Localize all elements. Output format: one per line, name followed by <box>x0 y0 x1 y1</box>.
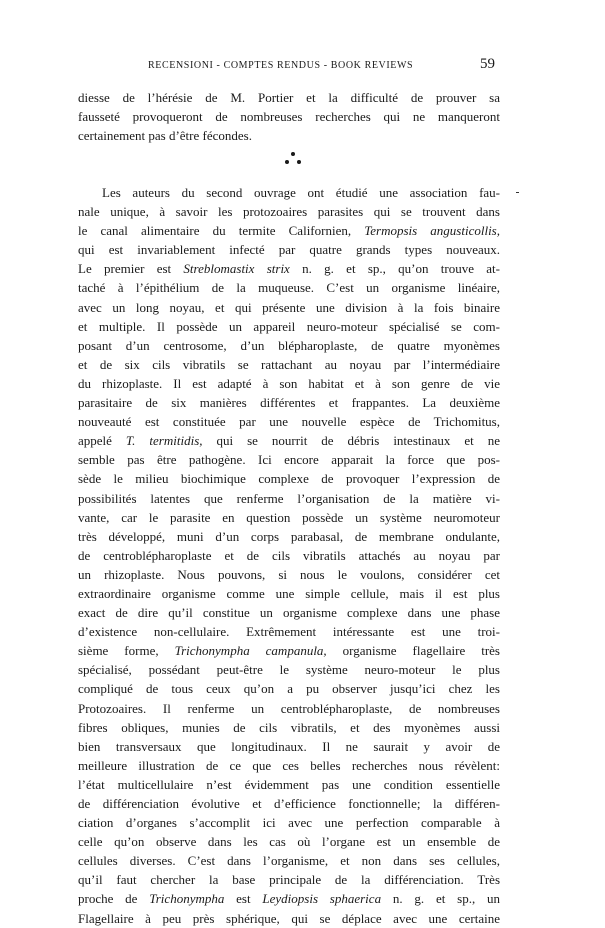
text-line: et multiple. Il possède un appareil neuro-moteur spécialisé se com- <box>78 318 500 334</box>
text-line: taché à l’épithélium de la muqueuse. C’est un organisme linéaire, <box>78 280 500 296</box>
text-line: Les auteurs du second ouvrage ont étudié une association fau- <box>102 185 500 200</box>
text-line: un rhizoplaste. Nous pouvons, si nous le voulons, considérer cet <box>78 566 500 582</box>
margin-mark <box>516 192 519 193</box>
text-line: du rhizoplaste. Il est adapté à son habitat et à son genre de vie <box>78 375 500 391</box>
text-line: parasitaire de six manières différentes et frappantes. La deuxième <box>78 395 500 411</box>
text-line: avec un long noyau, et qui présente une division à la fois binaire <box>78 299 500 315</box>
text-line: cellules diverses. C’est dans l’organisme, et non dans ses cellules, <box>78 853 500 869</box>
text-line: spécialisé, possédant peut-être le système neuro-moteur le plus <box>78 662 500 678</box>
text-line: fausseté provoqueront de nombreuses recherches qui ne manqueront <box>78 109 500 125</box>
text-line: nale unique, à savoir les protozoaires parasites qui se trouvent dans <box>78 204 500 220</box>
text-line: celle qu’on observe dans les cas où l’organe est un ensemble de <box>78 834 500 850</box>
text-line: posant d’un centrosome, d’un blépharoplaste, de quatre myonèmes <box>78 337 500 353</box>
paragraph-continuation <box>78 88 500 145</box>
text-line: possibilités latentes que renferme l’organisation de la matière vi- <box>78 490 500 506</box>
section-separator-asterism <box>282 150 304 170</box>
text-line: certainement pas d’être fécondes. <box>78 128 252 144</box>
text-line: Le premier est Streblomastix strix n. g. et sp., qu’on trouve at- <box>78 261 500 277</box>
text-line: le canal alimentaire du termite Californien, Termopsis angusticollis, <box>78 223 500 239</box>
text-line: compliqué de tous ceux qu’on a pu observer jusqu’ici chez les <box>78 681 500 697</box>
text-line: extraordinaire organisme comme une simple cellule, mais il est plus <box>78 585 500 601</box>
text-line: sième forme, Trichonympha campanula, organisme flagellaire très <box>78 643 500 659</box>
running-head: RECENSIONI - COMPTES RENDUS - BOOK REVIEWS <box>148 60 414 71</box>
text-line: appelé T. termitidis, qui se nourrit de débris intestinaux et ne <box>78 433 500 449</box>
text-line: diesse de l’hérésie de M. Portier et la difficulté de prouver sa <box>78 90 500 105</box>
text-line: l’état multicellulaire n’est évidemment pas une condition essentielle <box>78 776 500 792</box>
text-line: et de six cils vibratils se rattachant au noyau par l’intermédiaire <box>78 356 500 372</box>
text-line: qui est invariablement infecté par quatre grands types nouveaux. <box>78 242 500 258</box>
text-line: ciation d’organes s’accomplit ici avec une perfection comparable à <box>78 815 500 831</box>
text-line: de centroblépharoplaste et de cils vibratils attachés au noyau par <box>78 547 500 563</box>
text-line: fibres obliques, munies de cils vibratils, et des myonèmes aussi <box>78 719 500 735</box>
text-line: Protozoaires. Il renferme un centroblépharoplaste, de nombreuses <box>78 700 500 716</box>
text-line: d’existence non-cellulaire. Extrêmement intéressante est une troi- <box>78 624 500 640</box>
text-line: sède le milieu biochimique complexe de provoquer l’expression de <box>78 471 500 487</box>
text-line: proche de Trichonympha est Leydiopsis sphaerica n. g. et sp., un <box>78 891 500 907</box>
text-line: qu’il faut chercher la base principale de la différenciation. Très <box>78 872 500 888</box>
text-line: bien transversaux que longitudinaux. Il ne saurait y avoir de <box>78 738 500 754</box>
text-line: très développé, muni d’un corps parabasal, de membrane ondulante, <box>78 528 500 544</box>
text-line: Flagellaire à peu près sphérique, qui se déplace avec une certaine <box>78 910 500 926</box>
paragraph-review-body <box>78 183 500 928</box>
text-line: nouveauté est constituée par une nouvelle espèce de Trichomitus, <box>78 414 500 430</box>
text-line: vante, car le parasite en question possède un système neuromoteur <box>78 509 500 525</box>
text-line: semble pas être pathogène. Ici encore apparait la force que pos- <box>78 452 500 468</box>
page-number: 59 <box>480 56 495 72</box>
text-line: de différenciation évolutive et d’efficience fonctionnelle; la différen- <box>78 796 500 811</box>
text-line: exact de dire qu’il constitue un organisme complexe dans une phase <box>78 605 500 621</box>
text-line: meilleure illustration de ce que ces belles recherches nous révèlent: <box>78 757 500 773</box>
